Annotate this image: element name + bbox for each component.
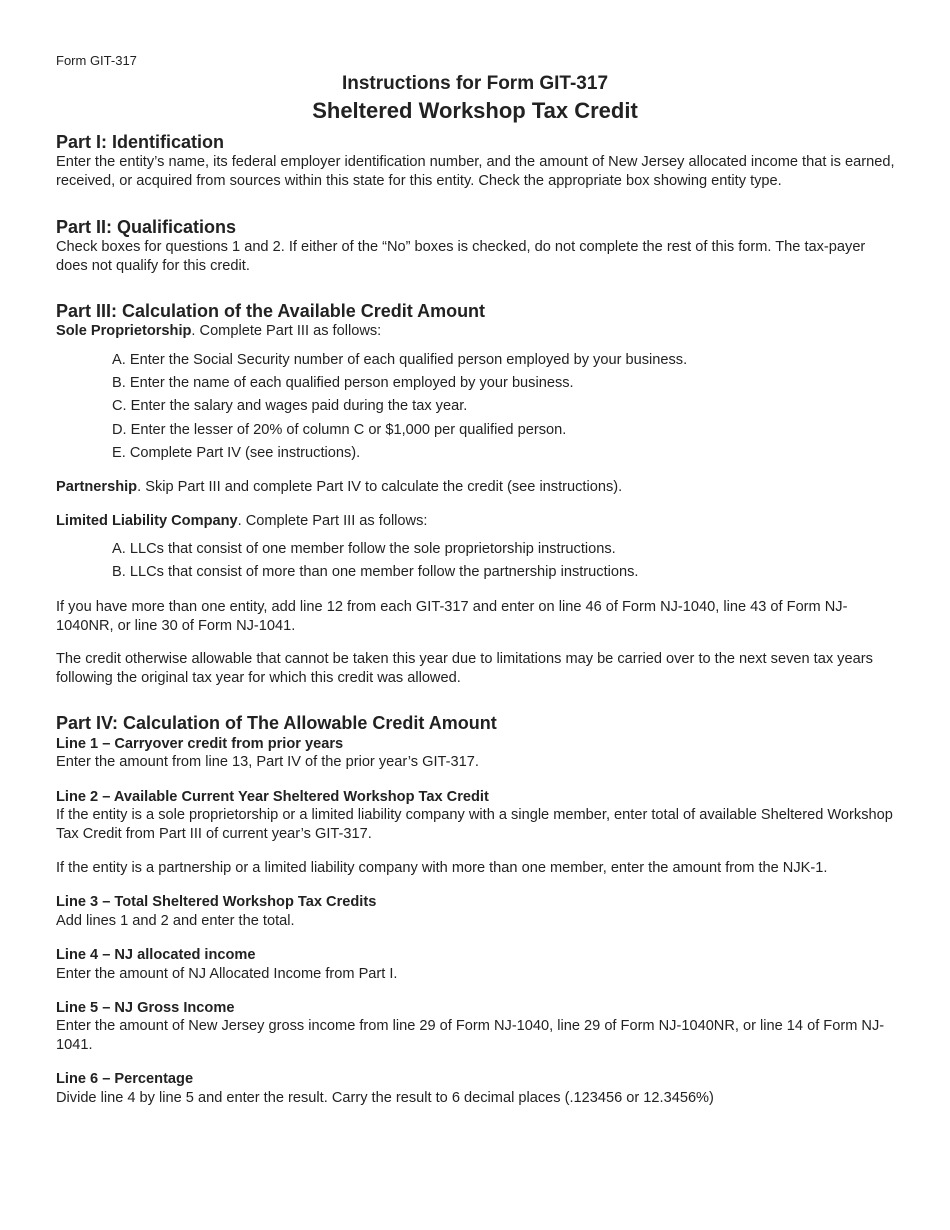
line6-title: Line 6 – Percentage	[56, 1071, 194, 1087]
partnership-text: . Skip Part III and complete Part IV to calculate the credit (see instructions).	[137, 479, 623, 495]
line2-title: Line 2 – Available Current Year Sheltered Workshop Tax Credit	[56, 789, 489, 805]
line2-text-1: If the entity is a sole proprietorship or a limited liability company with a single member, enter total of available Sheltered Workshop Tax Credit from Part III of current year’s GIT-317.	[56, 807, 893, 842]
sole-item-e: E. Complete Part IV (see instructions).	[112, 445, 361, 461]
line5-text: Enter the amount of New Jersey gross income from line 29 of Form NJ-1040, line 29 of Form NJ-1040NR, or line 14 of Form NJ-1041.	[56, 1018, 885, 1053]
llc-intro	[56, 512, 898, 531]
sole-item-d: D. Enter the lesser of 20% of column C or $1,000 per qualified person.	[112, 422, 567, 438]
part1-heading: Part I: Identification	[56, 132, 225, 152]
line6-text: Divide line 4 by line 5 and enter the result. Carry the result to 6 decimal places (.123456 or 12.3456%)	[56, 1090, 714, 1106]
llc-text: . Complete Part III as follows:	[237, 513, 428, 529]
line5-title: Line 5 – NJ Gross Income	[56, 1000, 235, 1016]
sole-item-a: A. Enter the Social Security number of each qualified person employed by your business.	[112, 352, 688, 368]
part2-text: Check boxes for questions 1 and 2. If either of the “No” boxes is checked, do not complete the rest of this form. The tax-payer does not qualify for this credit.	[56, 239, 866, 274]
line4-text: Enter the amount of NJ Allocated Income from Part I.	[56, 966, 398, 982]
llc-label: Limited Liability Company	[56, 513, 238, 529]
partnership-instruction	[56, 478, 898, 497]
part3-heading: Part III: Calculation of the Available Credit Amount	[56, 301, 486, 321]
carryover-text: The credit otherwise allowable that cannot be taken this year due to limitations may be carried over to the next seven tax years following the original tax year for which this credit was allowed.	[56, 651, 873, 686]
line3-text: Add lines 1 and 2 and enter the total.	[56, 913, 295, 929]
sole-item-b: B. Enter the name of each qualified person employed by your business.	[112, 375, 574, 391]
document-title: Instructions for Form GIT-317	[341, 73, 609, 94]
line1-title: Line 1 – Carryover credit from prior years	[56, 736, 344, 752]
document-subtitle: Sheltered Workshop Tax Credit	[312, 98, 638, 123]
line2-text-2: If the entity is a partnership or a limited liability company with more than one member, enter the amount from the NJK-1.	[56, 860, 828, 876]
line1-text: Enter the amount from line 13, Part IV of the prior year’s GIT-317.	[56, 754, 479, 770]
partnership-label: Partnership	[56, 479, 138, 495]
sole-item-c: C. Enter the salary and wages paid during the tax year.	[112, 398, 468, 414]
part1-text: Enter the entity’s name, its federal employer identification number, and the amount of New Jersey allocated income that is earned, received, or acquired from sources within this state for this entity. Check the appropriate box showing entity type.	[56, 154, 895, 189]
sole-proprietorship-text: . Complete Part III as follows:	[191, 323, 382, 339]
llc-item-b: B. LLCs that consist of more than one member follow the partnership instructions.	[112, 564, 639, 580]
part4-heading: Part IV: Calculation of The Allowable Credit Amount	[56, 713, 497, 733]
line4-title: Line 4 – NJ allocated income	[56, 947, 256, 963]
part2-heading: Part II: Qualifications	[56, 217, 237, 237]
sole-proprietorship-label: Sole Proprietorship	[56, 323, 192, 339]
multi-entity-text: If you have more than one entity, add line 12 from each GIT-317 and enter on line 46 of Form NJ-1040, line 43 of Form NJ-1040NR, or line 30 of Form NJ-1041.	[56, 599, 848, 634]
sole-proprietorship-intro	[56, 322, 898, 341]
line3-title: Line 3 – Total Sheltered Workshop Tax Credits	[56, 894, 377, 910]
form-id: Form GIT-317	[56, 53, 137, 68]
llc-item-a: A. LLCs that consist of one member follow the sole proprietorship instructions.	[112, 541, 616, 557]
